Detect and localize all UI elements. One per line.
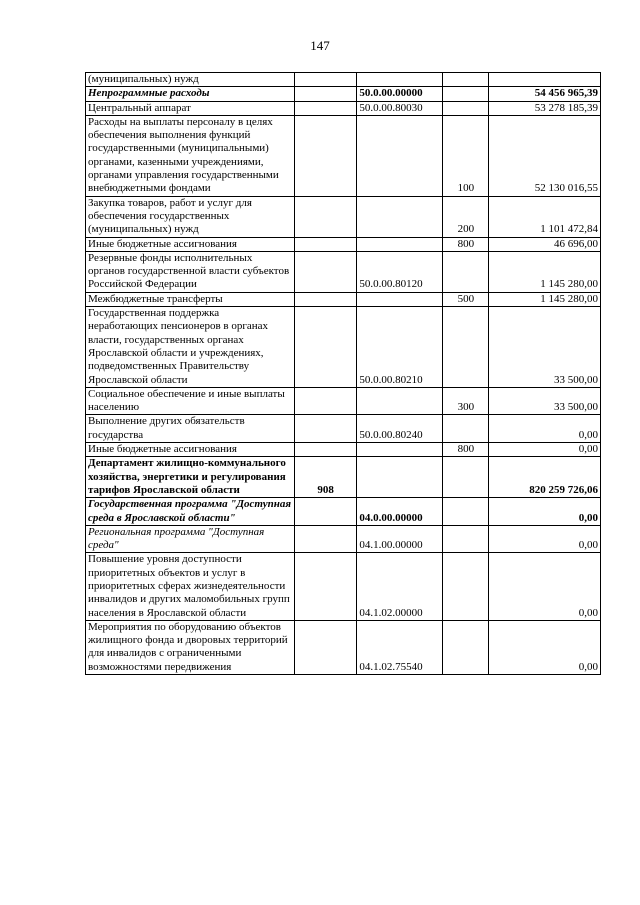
table-row [86,237,601,251]
table-row [86,553,601,620]
row-code-cell: 50.0.00.80210 [357,307,443,388]
table-row [86,525,601,553]
table-row [86,387,601,415]
row-dept-cell [294,620,356,674]
row-dept-cell [294,498,356,526]
table-row [86,292,601,306]
row-type-cell [443,553,489,620]
row-code-cell [357,457,443,498]
row-dept-cell [294,553,356,620]
row-name-cell: Государственная поддержка неработающих пенсионеров в органах власти, государственных органах Ярославской области и учреждениях, подведомственных Правительству Ярославской области [86,307,295,388]
row-name-cell: Резервные фонды исполнительных органов государственной власти субъектов Российской Федерации [86,251,295,292]
table-row [86,196,601,237]
row-sum-cell: 1 145 280,00 [489,292,601,306]
page-number: 147 [310,38,330,53]
table-row [86,251,601,292]
row-dept-cell [294,387,356,415]
row-code-cell: 04.1.02.75540 [357,620,443,674]
row-name-cell: Государственная программа "Доступная среда в Ярославской области" [86,498,295,526]
row-type-cell [443,87,489,101]
row-sum-cell: 0,00 [489,443,601,457]
row-dept-cell [294,307,356,388]
row-type-cell [443,415,489,443]
row-name-cell: Расходы на выплаты персоналу в целях обеспечения выполнения функций государственными (муниципальными) органами, казенными учреждениями, органами управления государственными внебюджетными фондами [86,115,295,196]
row-code-cell [357,292,443,306]
row-type-cell: 500 [443,292,489,306]
row-dept-cell [294,73,356,87]
row-sum-cell: 820 259 726,06 [489,457,601,498]
row-sum-cell: 53 278 185,39 [489,101,601,115]
row-sum-cell: 0,00 [489,620,601,674]
row-sum-cell: 46 696,00 [489,237,601,251]
row-code-cell [357,115,443,196]
table-row [86,307,601,388]
row-sum-cell: 52 130 016,55 [489,115,601,196]
row-type-cell: 200 [443,196,489,237]
row-name-cell: Межбюджетные трансферты [86,292,295,306]
row-name-cell: Непрограммные расходы [86,87,295,101]
row-code-cell: 50.0.00.80120 [357,251,443,292]
row-sum-cell: 33 500,00 [489,307,601,388]
table-row [86,620,601,674]
row-dept-cell [294,443,356,457]
table-row [86,87,601,101]
row-type-cell [443,251,489,292]
row-type-cell [443,101,489,115]
table-row [86,457,601,498]
row-type-cell [443,525,489,553]
row-name-cell: Выполнение других обязательств государства [86,415,295,443]
row-dept-cell [294,101,356,115]
table-row [86,115,601,196]
row-dept-cell [294,525,356,553]
row-type-cell [443,457,489,498]
row-dept-cell [294,292,356,306]
row-name-cell: (муниципальных) нужд [86,73,295,87]
row-type-cell [443,498,489,526]
row-type-cell: 100 [443,115,489,196]
budget-table [85,72,601,675]
row-dept-cell [294,415,356,443]
row-code-cell: 50.0.00.80240 [357,415,443,443]
row-sum-cell: 0,00 [489,415,601,443]
row-code-cell [357,443,443,457]
row-type-cell: 800 [443,237,489,251]
row-code-cell: 04.0.00.00000 [357,498,443,526]
row-name-cell: Иные бюджетные ассигнования [86,237,295,251]
row-dept-cell [294,237,356,251]
row-name-cell: Закупка товаров, работ и услуг для обеспечения государственных (муниципальных) нужд [86,196,295,237]
row-code-cell: 50.0.00.80030 [357,101,443,115]
table-row [86,415,601,443]
row-code-cell [357,196,443,237]
row-code-cell [357,237,443,251]
row-sum-cell [489,73,601,87]
table-row [86,73,601,87]
row-type-cell [443,620,489,674]
row-sum-cell: 33 500,00 [489,387,601,415]
row-type-cell [443,73,489,87]
row-code-cell: 04.1.02.00000 [357,553,443,620]
row-name-cell: Социальное обеспечение и иные выплаты населению [86,387,295,415]
table-row [86,101,601,115]
row-type-cell [443,307,489,388]
row-dept-cell [294,196,356,237]
row-code-cell: 04.1.00.00000 [357,525,443,553]
row-type-cell: 300 [443,387,489,415]
row-name-cell: Региональная программа "Доступная среда" [86,525,295,553]
row-sum-cell: 1 101 472,84 [489,196,601,237]
row-dept-cell: 908 [294,457,356,498]
row-name-cell: Повышение уровня доступности приоритетных объектов и услуг в приоритетных сферах жизнедеятельности инвалидов и других маломобильных групп населения в Ярославской области [86,553,295,620]
row-type-cell: 800 [443,443,489,457]
row-sum-cell: 1 145 280,00 [489,251,601,292]
row-dept-cell [294,251,356,292]
row-name-cell: Департамент жилищно-коммунального хозяйства, энергетики и регулирования тарифов Ярославской области [86,457,295,498]
row-sum-cell: 0,00 [489,498,601,526]
row-sum-cell: 0,00 [489,525,601,553]
table-row [86,498,601,526]
row-dept-cell [294,87,356,101]
table-row [86,443,601,457]
row-name-cell: Центральный аппарат [86,101,295,115]
row-name-cell: Мероприятия по оборудованию объектов жилищного фонда и дворовых территорий для инвалидов с ограниченными возможностями передвижения [86,620,295,674]
row-name-cell: Иные бюджетные ассигнования [86,443,295,457]
row-code-cell [357,73,443,87]
row-code-cell: 50.0.00.00000 [357,87,443,101]
row-code-cell [357,387,443,415]
row-sum-cell: 0,00 [489,553,601,620]
row-sum-cell: 54 456 965,39 [489,87,601,101]
row-dept-cell [294,115,356,196]
